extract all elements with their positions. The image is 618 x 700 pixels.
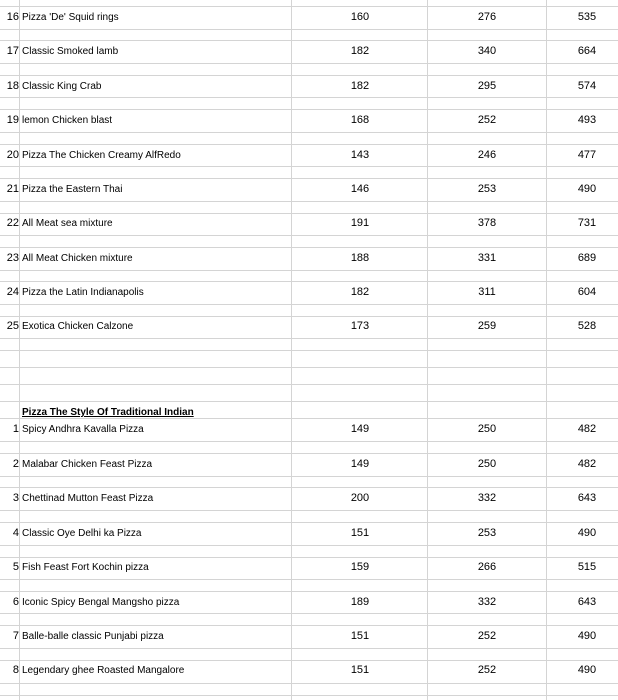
row-divider — [0, 213, 618, 214]
price-large: 664 — [577, 45, 597, 57]
price-medium: 295 — [477, 80, 497, 92]
row-number: 18 — [6, 80, 19, 92]
row-number: 1 — [12, 423, 19, 435]
price-small: 168 — [350, 114, 370, 126]
row-number: 23 — [6, 252, 19, 264]
row-divider — [0, 109, 618, 110]
row-divider — [0, 97, 618, 98]
row-divider — [0, 683, 618, 684]
row-divider — [0, 487, 618, 488]
row-divider — [0, 304, 618, 305]
price-medium: 331 — [477, 252, 497, 264]
price-large: 689 — [577, 252, 597, 264]
row-divider — [0, 281, 618, 282]
price-small: 149 — [350, 458, 370, 470]
item-name: Balle-balle classic Punjabi pizza — [22, 631, 164, 642]
row-divider — [0, 367, 618, 368]
row-divider — [0, 6, 618, 7]
table-row — [0, 284, 618, 301]
price-large: 535 — [577, 11, 597, 23]
price-large: 490 — [577, 527, 597, 539]
item-name: Spicy Andhra Kavalla Pizza — [22, 424, 144, 435]
price-small: 182 — [350, 286, 370, 298]
table-row — [0, 181, 618, 198]
price-medium: 253 — [477, 527, 497, 539]
row-number: 4 — [12, 527, 19, 539]
table-row — [0, 78, 618, 95]
row-divider — [0, 166, 618, 167]
item-name: Pizza the Latin Indianapolis — [22, 287, 144, 298]
row-divider — [0, 338, 618, 339]
price-small: 151 — [350, 664, 370, 676]
table-row — [0, 456, 618, 473]
item-name: Pizza the Eastern Thai — [22, 184, 123, 195]
table-row — [0, 147, 618, 164]
row-divider — [0, 29, 618, 30]
row-number: 6 — [12, 596, 19, 608]
item-name: Malabar Chicken Feast Pizza — [22, 459, 153, 470]
price-large: 515 — [577, 561, 597, 573]
row-divider — [0, 384, 618, 385]
table-row — [0, 215, 618, 232]
row-number: 3 — [12, 492, 19, 504]
table-row — [0, 594, 618, 611]
row-divider — [0, 350, 618, 351]
price-small: 189 — [350, 596, 370, 608]
row-divider — [0, 591, 618, 592]
row-divider — [0, 201, 618, 202]
item-name: Legendary ghee Roasted Mangalore — [22, 665, 185, 676]
row-number: 8 — [12, 664, 19, 676]
row-divider — [0, 510, 618, 511]
section-heading: Pizza The Style Of Traditional Indian — [22, 407, 194, 418]
price-medium: 340 — [477, 45, 497, 57]
row-divider — [0, 144, 618, 145]
table-row — [0, 250, 618, 267]
price-large: 477 — [577, 149, 597, 161]
item-name: All Meat Chicken mixture — [22, 253, 133, 264]
row-number: 16 — [6, 11, 19, 23]
price-small: 182 — [350, 80, 370, 92]
item-name: Classic Oye Delhi ka Pizza — [22, 528, 142, 539]
table-row — [0, 525, 618, 542]
row-divider — [0, 75, 618, 76]
item-name: Chettinad Mutton Feast Pizza — [22, 493, 154, 504]
price-large: 643 — [577, 596, 597, 608]
price-medium: 253 — [477, 183, 497, 195]
row-divider — [0, 648, 618, 649]
price-small: 143 — [350, 149, 370, 161]
row-divider — [0, 625, 618, 626]
item-name: Fish Feast Fort Kochin pizza — [22, 562, 149, 573]
item-name: All Meat sea mixture — [22, 218, 113, 229]
row-divider — [0, 453, 618, 454]
row-divider — [0, 441, 618, 442]
price-large: 604 — [577, 286, 597, 298]
price-medium: 378 — [477, 217, 497, 229]
row-number: 22 — [6, 217, 19, 229]
row-number: 20 — [6, 149, 19, 161]
item-name: Pizza The Chicken Creamy AlfRedo — [22, 150, 181, 161]
row-number: 25 — [6, 320, 19, 332]
table-row — [0, 662, 618, 679]
row-divider — [0, 235, 618, 236]
price-small: 149 — [350, 423, 370, 435]
item-name: Pizza 'De' Squid rings — [22, 12, 119, 23]
table-row — [0, 559, 618, 576]
price-small: 151 — [350, 630, 370, 642]
row-divider — [0, 613, 618, 614]
price-large: 528 — [577, 320, 597, 332]
row-divider — [0, 579, 618, 580]
row-divider — [0, 660, 618, 661]
row-number: 5 — [12, 561, 19, 573]
price-medium: 311 — [478, 286, 496, 298]
item-name: lemon Chicken blast — [22, 115, 113, 126]
table-row — [0, 43, 618, 60]
price-medium: 252 — [477, 664, 497, 676]
row-divider — [0, 270, 618, 271]
row-divider — [0, 476, 618, 477]
row-divider — [0, 545, 618, 546]
table-row — [0, 112, 618, 129]
price-large: 490 — [577, 664, 597, 676]
row-divider — [0, 522, 618, 523]
price-small: 191 — [350, 217, 370, 229]
price-medium: 252 — [477, 630, 497, 642]
price-medium: 266 — [477, 561, 497, 573]
price-medium: 252 — [477, 114, 497, 126]
row-divider — [0, 40, 618, 41]
row-number: 17 — [6, 45, 19, 57]
price-large: 482 — [577, 458, 597, 470]
table-row — [0, 490, 618, 507]
price-small: 182 — [350, 45, 370, 57]
table-row — [0, 421, 618, 438]
price-large: 731 — [577, 217, 597, 229]
price-medium: 332 — [477, 596, 497, 608]
price-medium: 250 — [477, 423, 497, 435]
row-number: 19 — [6, 114, 19, 126]
item-name: Classic Smoked lamb — [22, 46, 119, 57]
row-divider — [0, 557, 618, 558]
price-medium: 250 — [477, 458, 497, 470]
price-small: 173 — [350, 320, 370, 332]
row-divider — [0, 401, 618, 402]
item-name: Classic King Crab — [22, 81, 102, 92]
price-small: 160 — [350, 11, 370, 23]
row-number: 7 — [12, 630, 19, 642]
item-name: Iconic Spicy Bengal Mangsho pizza — [22, 597, 180, 608]
price-small: 151 — [350, 527, 370, 539]
price-medium: 259 — [477, 320, 497, 332]
price-large: 490 — [577, 183, 597, 195]
table-row — [0, 9, 618, 26]
item-name: Exotica Chicken Calzone — [22, 321, 134, 332]
row-number: 24 — [6, 286, 19, 298]
price-large: 493 — [577, 114, 597, 126]
price-small: 159 — [350, 561, 370, 573]
table-row — [0, 318, 618, 335]
row-divider — [0, 63, 618, 64]
row-divider — [0, 316, 618, 317]
price-large: 643 — [577, 492, 597, 504]
price-small: 188 — [350, 252, 370, 264]
row-divider — [0, 132, 618, 133]
table-row — [0, 628, 618, 645]
price-medium: 246 — [477, 149, 497, 161]
row-divider — [0, 247, 618, 248]
row-number: 21 — [6, 183, 19, 195]
price-small: 146 — [350, 183, 370, 195]
price-medium: 332 — [477, 492, 497, 504]
price-large: 490 — [577, 630, 597, 642]
price-medium: 276 — [477, 11, 497, 23]
row-divider — [0, 178, 618, 179]
price-small: 200 — [350, 492, 370, 504]
price-large: 574 — [577, 80, 597, 92]
row-divider — [0, 695, 618, 696]
price-large: 482 — [577, 423, 597, 435]
row-number: 2 — [12, 458, 19, 470]
